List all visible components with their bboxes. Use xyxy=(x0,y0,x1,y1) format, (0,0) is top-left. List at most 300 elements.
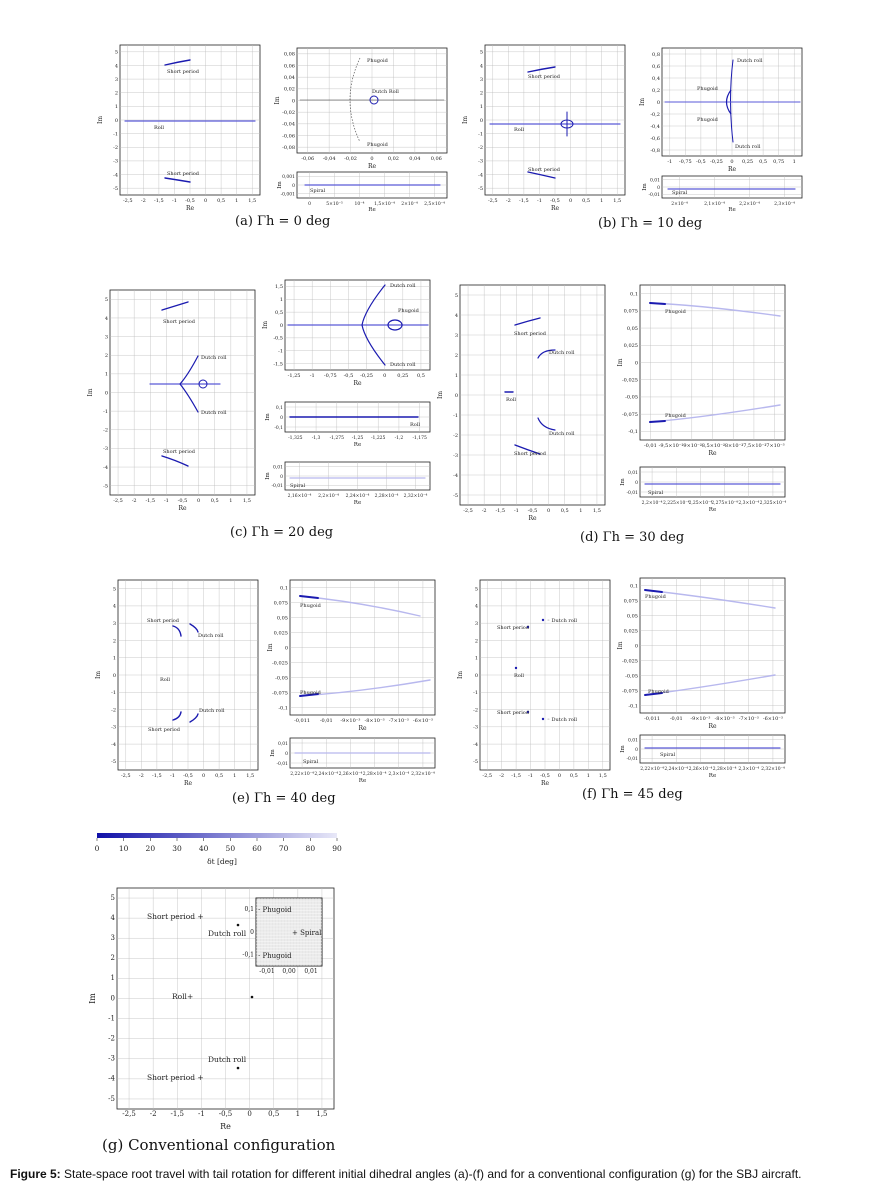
c-spiral-xtick: 2,32×10⁻⁴ xyxy=(403,494,428,499)
f-main-xlabel: Re xyxy=(540,780,550,787)
b-inset-xtick: 1 xyxy=(792,159,796,165)
colorbar-tick-label: 30 xyxy=(172,844,182,853)
c-inset-ytick: -1,5 xyxy=(273,361,283,368)
c-inset-xtick: -1 xyxy=(309,373,315,379)
a-inset-ytick: -0,02 xyxy=(282,109,295,116)
d-inset-ylabel: Im xyxy=(617,358,624,367)
e-spiral-ytick: 0 xyxy=(285,751,288,757)
e-main-ytick: 4 xyxy=(112,603,116,610)
b-main-ytick: -3 xyxy=(478,158,483,165)
f-inset-xtick: -0,01 xyxy=(669,716,683,722)
b-label-phugoid-lower: Phugoid xyxy=(697,117,718,123)
c-inset-xtick: -0,5 xyxy=(343,373,354,379)
d-main-xlabel: Re xyxy=(528,515,537,522)
g-label-short-period-upper: Short period + xyxy=(147,912,204,921)
caption-text: State-space root travel with tail rotation for different initial dihedral angles (a)-(f) and for a conventional configuration (g) for the SBJ aircraft. xyxy=(60,1167,802,1181)
b-inset-ytick: 0,6 xyxy=(652,63,660,70)
b-inset-xtick: -1 xyxy=(667,159,673,165)
f-inset-ytick: -0,05 xyxy=(625,673,638,680)
d-inset-xtick: -9×10⁻³ xyxy=(681,443,702,449)
b-main-xlabel: Re xyxy=(550,205,560,212)
d-inset-ytick: -0,025 xyxy=(621,377,638,384)
e-spiral-xtick: 2,26×10⁻⁴ xyxy=(338,772,363,777)
b-label-dutch-roll-lower: Dutch roll xyxy=(735,144,761,150)
c-roll-ytick: -0,1 xyxy=(274,425,283,431)
g-main-ytick: 0 xyxy=(110,994,115,1003)
c-main-xtick: 1 xyxy=(229,498,233,504)
d-main-ytick: 3 xyxy=(454,332,458,339)
e-spiral-xtick: 2,24×10⁻⁴ xyxy=(314,772,339,777)
f-spiral-xtick: 2,3×10⁻⁴ xyxy=(738,767,760,772)
b-inset-ytick: -0,8 xyxy=(650,147,660,154)
a-label-phugoid-lower: Phugoid xyxy=(367,142,388,148)
c-spiral-ytick: 0 xyxy=(280,474,283,480)
c-main-ytick: 1 xyxy=(104,371,108,378)
c-main-ytick: 2 xyxy=(104,353,108,360)
c-label-inset-phugoid: Phugoid xyxy=(398,308,419,314)
f-inset-xlabel: Re xyxy=(708,723,717,730)
f-inset-xtick: -6×10⁻³ xyxy=(762,716,783,722)
d-main-xtick: 0,5 xyxy=(560,508,569,514)
c-main-xtick: -2 xyxy=(131,498,137,504)
e-dutch-roll-upper-trace xyxy=(190,624,198,632)
a-main-ytick: 2 xyxy=(114,90,118,97)
g-inset-ytick: 0,1 xyxy=(244,906,254,914)
b-main-xtick: -2 xyxy=(505,198,511,204)
d-label-short-period-lower: Short period xyxy=(514,451,547,457)
b-spiral-xtick: 2,2×10⁻⁴ xyxy=(739,202,760,207)
a-inset-ytick: -0,08 xyxy=(282,144,295,151)
c-main-xtick: -1 xyxy=(163,498,169,504)
a-main-xtick: -0,5 xyxy=(185,198,195,204)
d-spiral-xtick: 2,25×10⁻⁴ xyxy=(688,501,713,506)
d-main-ytick: -2 xyxy=(453,432,458,439)
c-roll-xtick: -1,175 xyxy=(412,436,427,441)
a-main-xtick: -1,5 xyxy=(154,198,164,204)
d-main-ytick: 1 xyxy=(454,372,458,379)
c-inset-xtick: 0 xyxy=(383,373,387,379)
f-main-ytick: 2 xyxy=(474,638,478,645)
c-main-ytick: 3 xyxy=(104,334,108,341)
a-main-xtick: 0 xyxy=(203,198,208,204)
b-label-roll: Roll xyxy=(514,127,524,133)
a-inset-ytick: 0,02 xyxy=(283,86,295,93)
colorbar-tick-label: 0 xyxy=(94,844,100,853)
d-inset-xtick: -7,5×10⁻³ xyxy=(741,443,767,449)
e-main-ytick: 1 xyxy=(112,655,116,662)
f-inset-ytick: 0 xyxy=(634,643,638,650)
f-main-xtick: -2,5 xyxy=(482,773,493,779)
a-label-short-period-upper: Short period xyxy=(167,69,200,75)
subcaption-g: (g) Conventional configuration xyxy=(102,1136,336,1154)
b-main-xtick: -0,5 xyxy=(550,198,560,204)
c-roll-xtick: -1,225 xyxy=(371,436,386,441)
g-main-ytick: -1 xyxy=(108,1014,115,1023)
c-main-ytick: -3 xyxy=(103,446,108,453)
b-label-phugoid-upper: Phugoid xyxy=(697,86,718,92)
c-main-ytick: -4 xyxy=(103,464,108,471)
e-main-ytick: 0 xyxy=(112,672,116,679)
c-roll-xlabel: Re xyxy=(353,442,362,448)
figure-caption xyxy=(10,1167,801,1181)
d-spiral-xtick: 2,225×10⁻⁴ xyxy=(662,501,690,506)
a-main-ytick: 1 xyxy=(114,104,118,111)
a-label-spiral: Spiral xyxy=(310,188,326,194)
c-inset-xlabel: Re xyxy=(353,380,362,387)
c-spiral-ytick: -0,01 xyxy=(271,484,283,490)
e-label-spiral: Spiral xyxy=(303,759,319,765)
e-inset-ytick: -0,075 xyxy=(271,690,288,697)
d-main-xtick: -1 xyxy=(513,508,519,514)
e-inset-xtick: -0,011 xyxy=(294,718,311,724)
c-short-period-upper-trace xyxy=(162,302,188,310)
f-spiral-xtick: 2,24×10⁻⁴ xyxy=(664,767,689,772)
f-main-xtick: 1 xyxy=(586,773,590,779)
g-main-ytick: 2 xyxy=(110,954,115,963)
b-main-ytick: 2 xyxy=(479,90,483,97)
e-inset-ytick: -0,025 xyxy=(271,660,288,667)
d-spiral-ytick: 0,01 xyxy=(627,470,638,476)
c-main-ytick: -1 xyxy=(103,408,108,415)
e-main-xlabel: Re xyxy=(183,780,193,787)
c-inset-ytick: 1 xyxy=(279,297,283,304)
e-main-xtick: -0,5 xyxy=(183,773,193,779)
b-short-period-upper-trace xyxy=(528,67,555,72)
c-inset-ylabel: Im xyxy=(262,320,269,330)
b-main-ytick: -2 xyxy=(478,145,483,152)
e-label-dutch-roll-upper: Dutch roll xyxy=(198,633,224,639)
f-main-ytick: 3 xyxy=(474,620,478,627)
c-roll-ytick: 0 xyxy=(280,415,283,421)
c-inset-xtick: 0,5 xyxy=(416,373,425,379)
f-spiral-xtick: 2,28×10⁻⁴ xyxy=(712,767,737,772)
d-inset-ytick: 0 xyxy=(634,360,638,367)
b-main-ytick: 5 xyxy=(479,49,483,56)
e-main-ytick: 3 xyxy=(112,620,116,627)
colorbar-tick-label: 10 xyxy=(118,844,129,853)
f-main-ytick: -2 xyxy=(473,707,478,714)
f-dutch-roll-lower-point xyxy=(542,718,544,720)
a-short-period-upper-trace xyxy=(165,60,190,65)
b-spiral-xtick: 2,1×10⁻⁴ xyxy=(704,202,725,207)
f-label-dutch-roll-upper: ◦ Dutch roll xyxy=(547,618,577,624)
e-spiral-xtick: 2,22×10⁻⁴ xyxy=(290,772,314,777)
b-spiral-xlabel: Re xyxy=(728,207,736,213)
a-label-phugoid-upper: Phugoid xyxy=(367,58,388,64)
a-main-xtick: -2,5 xyxy=(122,198,133,204)
c-main-xtick: -1,5 xyxy=(145,498,156,504)
b-main-xtick: 0,5 xyxy=(582,198,591,204)
f-label-phugoid-lower: Phugoid xyxy=(648,689,669,695)
colorbar-tick-label: 40 xyxy=(198,844,209,853)
c-main-ytick: 4 xyxy=(104,315,108,322)
b-inset-xtick: -0,25 xyxy=(710,159,723,165)
d-label-spiral: Spiral xyxy=(648,490,664,496)
colorbar-tick-label: 50 xyxy=(225,844,236,853)
c-label-roll: Roll xyxy=(410,422,420,428)
a-main-ytick: 3 xyxy=(114,76,118,83)
subcaption-e: (e) Γh = 40 deg xyxy=(232,791,336,806)
e-inset-xtick: -6×10⁻³ xyxy=(412,718,433,724)
f-spiral-ytick: 0 xyxy=(635,747,638,753)
g-main-xtick: 1,5 xyxy=(316,1110,328,1118)
b-main-ylabel: Im xyxy=(462,115,469,125)
d-inset-ytick: -0,05 xyxy=(625,394,638,401)
f-label-short-period-upper: Short period xyxy=(497,625,530,631)
b-main-ytick: -5 xyxy=(478,185,483,192)
a-spiral-xtick: 10⁻⁴ xyxy=(354,202,365,207)
b-dutch-roll-trace xyxy=(731,60,734,142)
f-inset-xtick: -0,011 xyxy=(644,716,661,722)
b-inset-ytick: 0,4 xyxy=(652,75,660,82)
b-main-ytick: 3 xyxy=(479,76,483,83)
c-main-ytick: 0 xyxy=(104,390,108,397)
c-spiral-xtick: 2,16×10⁻⁴ xyxy=(287,494,312,499)
f-main-xtick: 1,5 xyxy=(598,773,607,779)
c-main-ytick: -5 xyxy=(103,483,108,490)
a-inset-xtick: -0,02 xyxy=(344,156,357,162)
colorbar-label: δt [deg] xyxy=(207,857,237,866)
c-spiral-ytick: 0,01 xyxy=(272,465,283,471)
subcaption-b: (b) Γh = 10 deg xyxy=(598,216,703,231)
d-main-ytick: 4 xyxy=(454,312,458,319)
d-phugoid-upper-start xyxy=(650,303,665,304)
g-main-xtick: 1 xyxy=(295,1110,301,1118)
c-inset-xtick: -1,25 xyxy=(287,373,301,379)
g-main-xtick: 0,5 xyxy=(268,1110,280,1118)
d-dutch-roll-lower-trace xyxy=(538,418,555,430)
g-inset-ytick: 0 xyxy=(250,928,254,936)
f-spiral-xtick: 2,26×10⁻⁴ xyxy=(688,767,713,772)
f-main-xtick: -0,5 xyxy=(540,773,550,779)
d-inset-ytick: 0,1 xyxy=(630,291,638,298)
c-label-dutch-roll-lower: Dutch roll xyxy=(201,410,227,416)
c-inset-ytick: -0,5 xyxy=(273,335,283,342)
a-inset-xlabel: Re xyxy=(367,163,377,170)
b-inset-xtick: -0,5 xyxy=(696,159,706,165)
f-inset-ytick: 0,075 xyxy=(623,598,638,605)
a-main-ytick: -5 xyxy=(113,185,118,192)
g-main-ylabel: Im xyxy=(88,993,97,1004)
a-label-roll: Roll xyxy=(154,125,164,131)
f-inset-ytick: -0,1 xyxy=(628,703,638,710)
d-main-xtick: -1,5 xyxy=(495,508,506,514)
colorbar-tick-label: 80 xyxy=(305,844,316,853)
f-label-spiral: Spiral xyxy=(660,752,676,758)
f-main-ytick: -5 xyxy=(473,759,478,766)
a-main-ytick: -3 xyxy=(113,158,118,165)
d-spiral-xtick: 2,3×10⁻⁴ xyxy=(738,501,760,506)
c-spiral-xtick: 2,24×10⁻⁴ xyxy=(345,494,370,499)
e-label-dutch-roll-lower: Dutch roll xyxy=(199,708,225,714)
c-inset-xtick: -0,75 xyxy=(323,373,337,379)
subcaption-f: (f) Γh = 45 deg xyxy=(582,787,683,802)
d-inset-ytick: 0,075 xyxy=(623,308,638,315)
a-spiral-xtick: 2×10⁻⁴ xyxy=(401,202,418,207)
a-inset-ytick: 0 xyxy=(291,98,295,105)
f-spiral-xtick: 2,22×10⁻⁴ xyxy=(640,767,664,772)
g-main-ytick: -4 xyxy=(108,1074,115,1083)
b-inset-xtick: 0 xyxy=(730,159,734,165)
c-roll-xtick: -1,325 xyxy=(288,436,303,441)
b-main-xtick: -1 xyxy=(537,198,542,204)
c-main-xtick: -0,5 xyxy=(177,498,188,504)
b-spiral-ytick: 0,01 xyxy=(649,178,660,184)
e-main-ytick: -1 xyxy=(111,690,116,697)
a-label-dutch-roll: Dutch Roll xyxy=(372,89,399,95)
b-inset-ylabel: Im xyxy=(639,97,646,107)
e-inset-ytick: -0,05 xyxy=(275,675,288,682)
c-main-xtick: -2,5 xyxy=(113,498,123,504)
d-inset-xtick: -8,5×10⁻³ xyxy=(700,443,725,449)
c-main-ytick: -2 xyxy=(103,427,108,434)
d-main-xtick: 0 xyxy=(547,508,551,514)
e-phugoid-upper-start xyxy=(300,596,318,598)
f-main-ytick: 1 xyxy=(474,655,478,662)
d-label-short-period-upper: Short period xyxy=(514,331,547,337)
c-label-short-period-lower: Short period xyxy=(163,449,196,455)
b-main-xtick: -1,5 xyxy=(519,198,529,204)
d-label-phugoid-upper: Phugoid xyxy=(665,309,686,315)
g-label-dutch-roll-lower: Dutch roll xyxy=(208,1055,247,1064)
e-spiral-ytick: 0,01 xyxy=(277,741,288,747)
e-label-short-period-upper: Short period xyxy=(147,618,180,624)
g-label-phugoid-upper: · Phugoid xyxy=(258,906,292,914)
e-short-period-upper-trace xyxy=(173,626,181,636)
g-main-xtick: -2 xyxy=(149,1110,157,1118)
d-spiral-xlabel: Re xyxy=(708,507,717,513)
a-main-ytick: 5 xyxy=(114,49,118,56)
b-inset-ytick: -0,4 xyxy=(650,123,660,130)
e-inset-ytick: 0,075 xyxy=(273,600,288,607)
c-roll-xtick: -1,275 xyxy=(329,436,344,441)
c-inset-ytick: 0 xyxy=(279,322,283,329)
b-label-spiral: Spiral xyxy=(672,190,688,196)
subcaption-d: (d) Γh = 30 deg xyxy=(580,530,685,545)
f-main-ytick: 4 xyxy=(474,603,478,610)
g-label-short-period-upper-lower: Short period + xyxy=(147,1073,204,1082)
d-spiral-ylabel: Im xyxy=(620,478,626,486)
b-main-ytick: -4 xyxy=(478,172,483,179)
colorbar-tick-label: 20 xyxy=(145,844,156,853)
g-main-xtick: -0,5 xyxy=(218,1110,233,1118)
f-main-xtick: 0 xyxy=(557,773,562,779)
a-short-period-lower-trace xyxy=(165,178,190,182)
a-main-xlabel: Re xyxy=(185,205,195,212)
d-main-ytick: -5 xyxy=(453,492,458,499)
b-label-short-period-lower: Short period xyxy=(528,167,561,173)
a-main-xtick: -2 xyxy=(140,198,146,204)
a-inset-ytick: 0,04 xyxy=(283,74,295,81)
d-phugoid-lower-start xyxy=(650,421,665,422)
c-short-period-lower-trace xyxy=(162,456,188,466)
d-main-ytick: 2 xyxy=(454,352,458,359)
d-spiral-xtick: 2,2×10⁻⁴ xyxy=(641,501,663,506)
c-spiral-ylabel: Im xyxy=(265,472,271,480)
e-main-xtick: 0 xyxy=(201,773,206,779)
a-spiral-xtick: 5×10⁻⁵ xyxy=(326,202,343,207)
colorbar-bar xyxy=(97,833,337,838)
e-inset-ytick: 0 xyxy=(284,645,288,652)
f-label-short-period-lower: Short period xyxy=(497,710,530,716)
d-inset-xtick: -7×10⁻³ xyxy=(764,443,785,449)
b-main-ytick: 4 xyxy=(479,63,483,70)
a-main-xtick: 1 xyxy=(235,198,239,204)
f-label-dutch-roll-lower: ◦ Dutch roll xyxy=(547,717,577,723)
b-spiral-ylabel: Im xyxy=(642,183,648,191)
f-inset-xtick: -9×10⁻³ xyxy=(690,716,711,722)
a-main-xtick: 1,5 xyxy=(248,198,257,204)
g-main-ytick: 4 xyxy=(110,913,115,922)
f-label-phugoid-upper: Phugoid xyxy=(645,594,666,600)
f-main-ytick: -4 xyxy=(473,741,478,748)
c-inset-ytick: 1,5 xyxy=(275,284,283,291)
f-main-xtick: -2 xyxy=(499,773,505,779)
b-inset-xtick: 0,75 xyxy=(773,159,785,165)
b-inset-ytick: -0,6 xyxy=(650,135,660,142)
c-inset-ytick: 0,5 xyxy=(275,309,283,316)
d-label-roll: Roll xyxy=(506,397,516,403)
d-inset-ytick: 0,025 xyxy=(623,343,638,350)
colorbar-tick-label: 60 xyxy=(252,844,262,853)
e-main-xtick: -2,5 xyxy=(120,773,131,779)
e-main-xtick: -2 xyxy=(138,773,144,779)
f-inset-ytick: -0,025 xyxy=(621,658,638,665)
e-inset-xtick: -0,01 xyxy=(319,718,333,724)
f-spiral-xlabel: Re xyxy=(708,773,717,779)
d-main-ytick: 0 xyxy=(454,392,458,399)
b-main-xtick: 1,5 xyxy=(613,198,622,204)
e-spiral-xtick: 2,28×10⁻⁴ xyxy=(362,772,387,777)
c-main-xtick: 0 xyxy=(197,498,201,504)
d-inset-xlabel: Re xyxy=(708,450,717,457)
f-main-ytick: -1 xyxy=(473,690,478,697)
f-spiral-ytick: 0,01 xyxy=(627,738,638,744)
d-short-period-upper-trace xyxy=(515,318,540,325)
e-label-phugoid-lower: Phugoid xyxy=(300,690,321,696)
subcaption-a: (a) Γh = 0 deg xyxy=(235,214,331,229)
d-inset-xtick: -9,5×10⁻³ xyxy=(658,443,684,449)
c-roll-xtick: -1,3 xyxy=(311,436,321,441)
g-main-xtick: -1,5 xyxy=(170,1110,185,1118)
c-main-ylabel: Im xyxy=(87,388,94,397)
g-main-ytick: -2 xyxy=(108,1034,115,1043)
a-inset-ytick: -0,06 xyxy=(282,133,295,140)
c-spiral-xtick: 2,2×10⁻⁴ xyxy=(318,494,339,499)
f-inset-xtick: -8×10⁻³ xyxy=(714,716,735,722)
a-spiral-ytick: -0,001 xyxy=(280,192,295,198)
g-dutch-roll-upper-point xyxy=(237,924,240,927)
a-spiral-xtick: 1,5×10⁻⁴ xyxy=(374,202,395,207)
c-main-xtick: 0,5 xyxy=(210,498,219,504)
a-main-ylabel: Im xyxy=(97,115,104,125)
g-inset-xtick: -0,01 xyxy=(259,968,275,975)
d-main-xtick: 1,5 xyxy=(592,508,601,514)
c-roll-ytick: 0,1 xyxy=(275,405,283,411)
f-inset-xtick: -7×10⁻³ xyxy=(738,716,759,722)
f-inset-ytick: 0,025 xyxy=(623,628,638,635)
f-spiral-ylabel: Im xyxy=(620,745,626,753)
c-roll-xtick: -1,2 xyxy=(394,436,404,441)
a-spiral-xlabel: Re xyxy=(368,207,376,213)
f-label-roll: Roll xyxy=(514,673,524,679)
e-main-ytick: -4 xyxy=(111,741,116,748)
b-inset-ytick: 0 xyxy=(656,99,660,106)
d-main-ytick: -4 xyxy=(453,472,458,479)
d-spiral-xtick: 2,275×10⁻⁴ xyxy=(711,501,738,506)
a-inset-xtick: 0 xyxy=(370,156,374,162)
a-inset-ytick: 0,06 xyxy=(283,63,295,70)
